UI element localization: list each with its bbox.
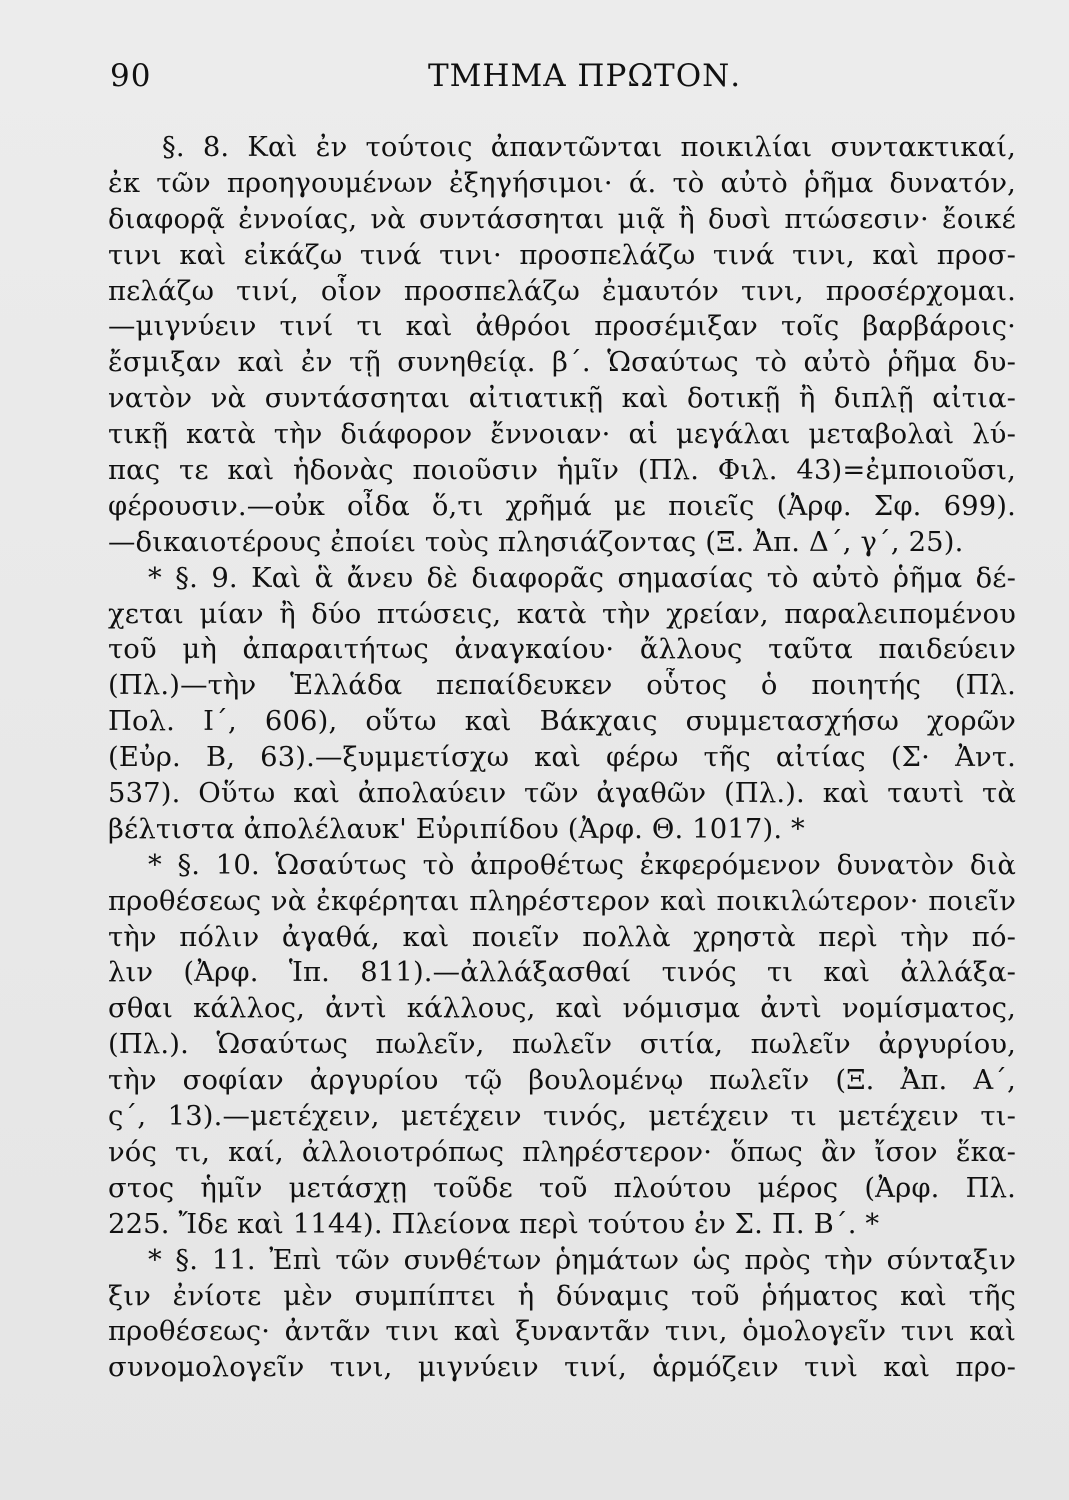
text-line: (Εὐρ. Β, 63).—ξυμμετίσχω καὶ φέρω τῆς αἰτίας (Σ· Ἀντ. [108,742,1016,774]
text-line: βέλτιστα ἀπολέλαυκ' Εὐριπίδου (Ἀρφ. Θ. 1017). * [108,813,805,845]
text-line: προθέσεως νὰ ἐκφέρηται πληρέστερον καὶ ποικιλώτερον· ποιεῖν [108,885,1016,917]
text-line: νός τι, καί, ἀλλοιοτρόπως πληρέστερον· ὅπως ἂν ἴσον ἕκα- [108,1136,1016,1168]
text-line: §. 8. Καὶ ἐν τούτοις ἀπαντῶνται ποικιλίαι συντακτικαί, [162,132,1016,163]
text-line: τὴν πόλιν ἀγαθά, καὶ ποιεῖν πολλὰ χρηστὰ περὶ τὴν πό- [108,921,1016,953]
running-title: ΤΜΗΜΑ ΠΡΩΤΟΝ. [428,58,742,94]
text-line: προθέσεως· ἀντᾶν τινι καὶ ξυναντᾶν τινι, ὁμολογεῖν τινι καὶ [108,1316,1016,1348]
text-line: στος ἡμῖν μετάσχῃ τοῦδε τοῦ πλούτου μέρος (Ἀρφ. Πλ. [108,1172,1016,1204]
text-line: 537). Οὕτω καὶ ἀπολαύειν τῶν ἀγαθῶν (Πλ.). καὶ ταυτὶ τὰ [108,778,1016,810]
text-line: * §. 9. Καὶ ἃ ἄνευ δὲ διαφορᾶς σημασίας τὸ αὐτὸ ῥῆμα δέ- [148,562,1016,594]
text-line: * §. 10. Ὡσαύτως τὸ ἀπροθέτως ἐκφερόμενον δυνατὸν διὰ [148,849,1016,881]
text-line: ἔσμιξαν καὶ ἐν τῇ συνηθείᾳ. β΄. Ὡσαύτως τὸ αὐτὸ ῥῆμα δυ- [108,347,1016,379]
text-line: λιν (Ἀρφ. Ἱπ. 811).—ἀλλάξασθαί τινός τι καὶ ἀλλάξα- [108,957,1016,989]
text-line: φέρουσιν.—οὐκ οἶδα ὅ,τι χρῆμά με ποιεῖς (Ἀρφ. Σφ. 699). [108,490,1016,522]
page-number: 90 [110,58,152,94]
text-line: τὴν σοφίαν ἀργυρίου τῷ βουλομένῳ πωλεῖν (Ξ. Ἀπ. Α΄, [108,1065,1016,1097]
text-line: τικῇ κατὰ τὴν διάφορον ἔννοιαν· αἱ μεγάλαι μεταβολαὶ λύ- [108,419,1016,451]
text-line: σθαι κάλλος, ἀντὶ κάλλους, καὶ νόμισμα ἀντὶ νομίσματος, [108,993,1016,1025]
text-line: διαφορᾷ ἐννοίας, νὰ συντάσσηται μιᾷ ἢ δυσὶ πτώσεσιν· ἔοικέ [108,203,1016,235]
text-line: νατὸν νὰ συντάσσηται αἰτιατικῇ καὶ δοτικῇ ἢ διπλῇ αἰτια- [108,383,1016,415]
text-line: ἐκ τῶν προηγουμένων ἐξηγήσιμοι· ά. τὸ αὐτὸ ῥῆμα δυνατόν, [108,167,1016,199]
text-line: πας τε καὶ ἡδονὰς ποιοῦσιν ἡμῖν (Πλ. Φιλ. 43)=ἐμποιοῦσι, [108,455,1016,487]
text-line: συνομολογεῖν τινι, μιγνύειν τινί, ἁρμόζειν τινὶ καὶ προ- [108,1352,1016,1384]
body-text [108,130,1016,1386]
text-line: ξιν ἐνίοτε μὲν συμπίπτει ἡ δύναμις τοῦ ῥήματος καὶ τῆς [108,1280,1016,1312]
text-line: ς΄, 13).—μετέχειν, μετέχειν τινός, μετέχειν τι μετέχειν τι- [108,1101,1016,1133]
text-line: χεται μίαν ἢ δύο πτώσεις, κατὰ τὴν χρείαν, παραλειπομένου [108,598,1016,630]
text-line: —μιγνύειν τινί τι καὶ ἀθρόοι προσέμιξαν τοῖς βαρβάροις· [108,311,1016,343]
text-line: τοῦ μὴ ἀπαραιτήτως ἀναγκαίου· ἄλλους ταῦτα παιδεύειν [108,634,1016,666]
text-line: * §. 11. Ἐπὶ τῶν συνθέτων ῥημάτων ὡς πρὸς τὴν σύνταξιν [148,1244,1016,1276]
text-line: —δικαιοτέρους ἐποίει τοὺς πλησιάζοντας (Ξ. Ἀπ. Δ΄, γ΄, 25). [108,526,964,558]
text-line: (Πλ.)—τὴν Ἑλλάδα πεπαίδευκεν οὗτος ὁ ποιητής (Πλ. [108,670,1016,702]
page-header [108,48,1015,106]
text-line: (Πλ.). Ὡσαύτως πωλεῖν, πωλεῖν σιτία, πωλεῖν ἀργυρίου, [108,1029,1016,1061]
text-line: τινι καὶ εἰκάζω τινά τινι· προσπελάζω τινά τινι, καὶ προσ- [108,239,1016,271]
text-line: 225. Ἴδε καὶ 1144). Πλείονα περὶ τούτου ἐν Σ. Π. Β΄. * [108,1208,880,1240]
text-line: πελάζω τινί, οἷον προσπελάζω ἐμαυτόν τινι, προσέρχομαι. [108,275,1016,307]
text-line: Πολ. Ι΄, 606), οὕτω καὶ Βάκχαις συμμετασχήσω χορῶν [108,706,1016,738]
